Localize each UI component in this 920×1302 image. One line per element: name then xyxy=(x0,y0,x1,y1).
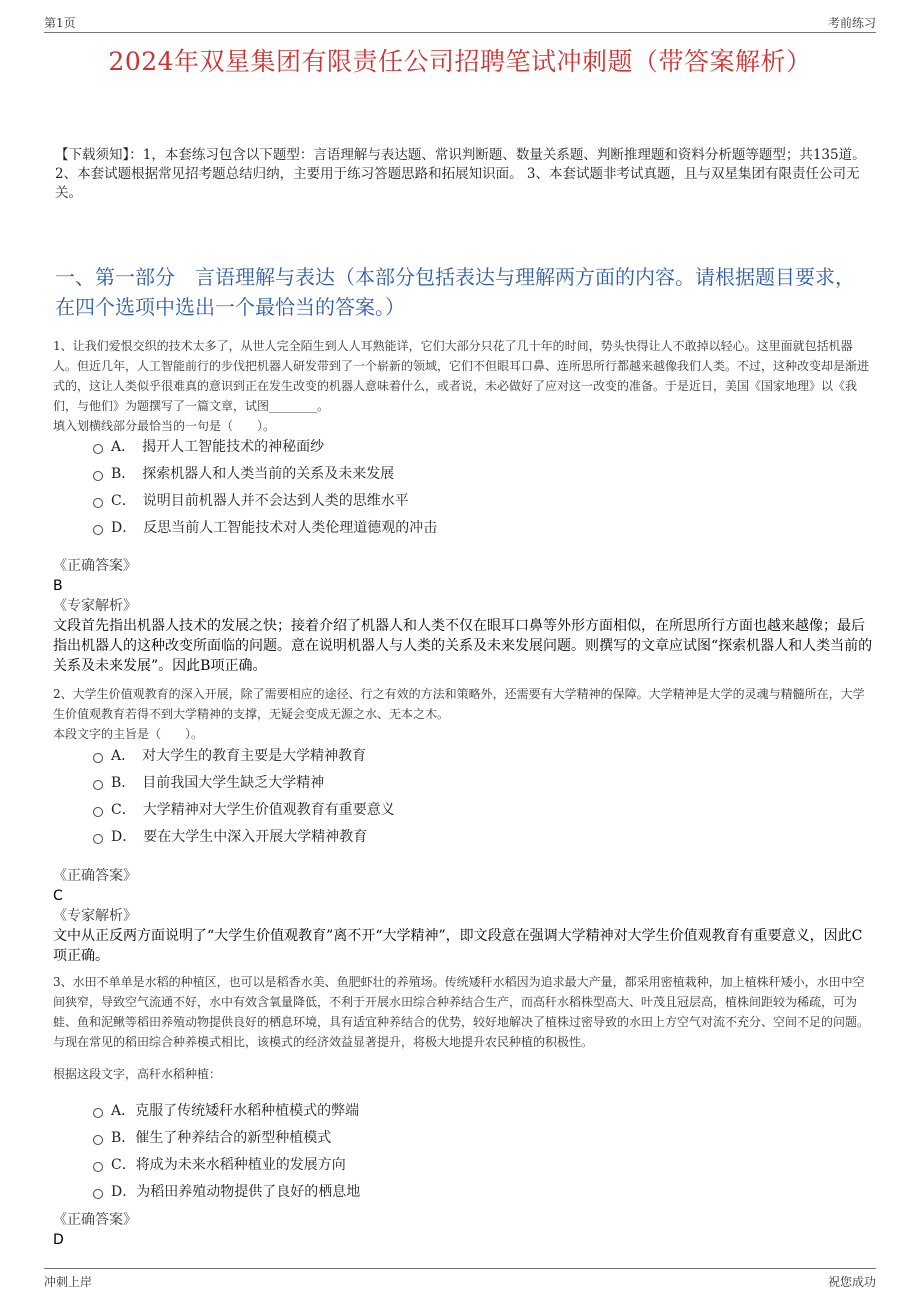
option-label: B． 探索机器人和人类当前的关系及未来发展 xyxy=(111,465,395,482)
option-label: D．为稻田养殖动物提供了良好的栖息地 xyxy=(111,1183,361,1200)
option-label: B． 目前我国大学生缺乏大学精神 xyxy=(111,774,325,791)
option-label: C． 说明目前机器人并不会达到人类的思维水平 xyxy=(111,492,409,509)
answer-label: 《正确答案》 xyxy=(53,1212,137,1228)
options-q2 xyxy=(93,741,853,849)
page-header xyxy=(44,10,876,33)
radio-icon[interactable] xyxy=(93,753,103,763)
radio-icon[interactable] xyxy=(93,1135,103,1145)
option-c[interactable] xyxy=(93,795,853,822)
radio-icon[interactable] xyxy=(93,807,103,817)
page-footer xyxy=(44,1268,876,1295)
document-title: 2024年双星集团有限责任公司招聘笔试冲刺题（带答案解析） xyxy=(108,47,812,76)
option-a[interactable] xyxy=(93,1096,853,1123)
option-b[interactable] xyxy=(93,768,853,795)
option-b[interactable] xyxy=(93,459,853,486)
option-a[interactable] xyxy=(93,741,853,768)
question-1 xyxy=(53,336,871,436)
footer-left: 冲刺上岸 xyxy=(44,1275,93,1289)
option-a[interactable] xyxy=(93,432,853,459)
radio-icon[interactable] xyxy=(93,780,103,790)
question-2 xyxy=(53,684,871,744)
answer-label: 《正确答案》 xyxy=(53,868,137,884)
option-label: C．将成为未来水稻种植业的发展方向 xyxy=(111,1156,346,1173)
answer-block-q1 xyxy=(53,556,873,676)
option-label: A．克服了传统矮秆水稻种植模式的弊端 xyxy=(111,1102,360,1119)
section-heading: 一、第一部分 言语理解与表达（本部分包括表达与理解两方面的内容。请根据题目要求，在四个选项中选出一个最恰当的答案。） xyxy=(55,265,855,319)
radio-icon[interactable] xyxy=(93,1189,103,1199)
header-tag: 考前练习 xyxy=(827,16,876,30)
option-c[interactable] xyxy=(93,1150,853,1177)
radio-icon[interactable] xyxy=(93,1108,103,1118)
radio-icon[interactable] xyxy=(93,834,103,844)
question-3 xyxy=(53,972,871,1084)
question-prompt: 填入划横线部分最恰当的一句是（ ）。 xyxy=(53,419,276,433)
question-stem: 2、大学生价值观教育的深入开展，除了需要相应的途径、行之有效的方法和策略外，还需要有大学精神的保障。大学精神是大学的灵魂与精髓所在，大学生价值观教育若得不到大学精神的支撑，无疑会变成无源之水、无本之木。 xyxy=(53,687,865,721)
option-d[interactable] xyxy=(93,822,853,849)
download-notice: 【下载须知】：1，本套练习包含以下题型：言语理解与表达题、常识判断题、数量关系题、判断推理题和资料分析题等题型；共135道。 2、本套试题根据常见招考题总结归纳，主要用于练习答题思路和拓展知识面。 3、本套试题非考试真题，且与双星集团有限责任公司无关。 xyxy=(55,147,866,201)
analysis-label: 《专家解析》 xyxy=(53,908,137,924)
option-c[interactable] xyxy=(93,486,853,513)
analysis-text: 文段首先指出机器人技术的发展之快；接着介绍了机器人和人类不仅在眼耳口鼻等外形方面相似，在所思所行方面也越来越像；最后指出机器人的这种改变所面临的问题。意在说明机器人与人类的关系及未来发展问题。则撰写的文章应试图“探索机器人和人类当前的关系及未来发展”。因此B项正确。 xyxy=(53,618,873,674)
page-number: 第1页 xyxy=(44,16,76,30)
radio-icon[interactable] xyxy=(93,444,103,454)
option-d[interactable] xyxy=(93,1177,853,1204)
option-d[interactable] xyxy=(93,513,853,540)
analysis-label: 《专家解析》 xyxy=(53,598,137,614)
option-label: A． 揭开人工智能技术的神秘面纱 xyxy=(111,438,325,455)
radio-icon[interactable] xyxy=(93,471,103,481)
question-prompt: 根据这段文字，高秆水稻种植： xyxy=(53,1067,222,1081)
option-label: A． 对大学生的教育主要是大学精神教育 xyxy=(111,747,367,764)
correct-answer: B xyxy=(53,578,63,594)
options-q1 xyxy=(93,432,853,540)
correct-answer: C xyxy=(53,888,63,904)
answer-block-q3 xyxy=(53,1210,873,1250)
option-label: D． 要在大学生中深入开展大学精神教育 xyxy=(111,828,368,845)
question-stem: 3、水田不单单是水稻的种植区，也可以是稻香水美、鱼肥虾壮的养殖场。传统矮秆水稻因为追求最大产量，都采用密植栽种，加上植株秆矮小，水田中空间狭窄，导致空气流通不好，水中有效含氧量降低，不利于开展水田综合种养结合生产，而高秆水稻株型高大、叶茂且冠层高，植株间距较为稀疏，可为蛙、鱼和泥鳅等稻田养殖动物提供良好的栖息环境，具有适宜种养结合的优势，较好地解决了植株过密导致的水田上方空气对流不充分、空间不足的问题。与现在常见的稻田综合种养模式相比，该模式的经济效益显著提升，将极大地提升农民种植的积极性。 xyxy=(53,975,870,1049)
footer-right: 祝您成功 xyxy=(827,1275,876,1289)
correct-answer: D xyxy=(53,1232,64,1248)
answer-label: 《正确答案》 xyxy=(53,558,137,574)
option-b[interactable] xyxy=(93,1123,853,1150)
option-label: C． 大学精神对大学生价值观教育有重要意义 xyxy=(111,801,395,818)
options-q3 xyxy=(93,1096,853,1204)
radio-icon[interactable] xyxy=(93,525,103,535)
answer-block-q2 xyxy=(53,866,873,966)
question-prompt: 本段文字的主旨是（ ）。 xyxy=(53,727,204,741)
question-stem: 1、让我们爱恨交织的技术太多了，从世人完全陌生到人人耳熟能详，它们大部分只花了几十年的时间，势头快得让人不敢掉以轻心。这里面就包括机器人。但近几年，人工智能前行的步伐把机器人研发带到了一个崭新的领域，它们不但眼耳口鼻、连所思所行都越来越像我们人类。不过，这种改变却是渐进式的，这让人类似乎很难真的意识到正在发生改变的机器人意味着什么，或者说，未必做好了应对这一改变的准备。于是近日，美国《国家地理》以《我们，与他们》为题撰写了一篇文章，试图________。 xyxy=(53,339,870,413)
option-label: B．催生了种养结合的新型种植模式 xyxy=(111,1129,332,1146)
radio-icon[interactable] xyxy=(93,1162,103,1172)
radio-icon[interactable] xyxy=(93,498,103,508)
analysis-text: 文中从正反两方面说明了“大学生价值观教育”离不开“大学精神”，即文段意在强调大学精神对大学生价值观教育有重要意义，因此C项正确。 xyxy=(53,928,863,964)
option-label: D． 反思当前人工智能技术对人类伦理道德观的冲击 xyxy=(111,519,438,536)
